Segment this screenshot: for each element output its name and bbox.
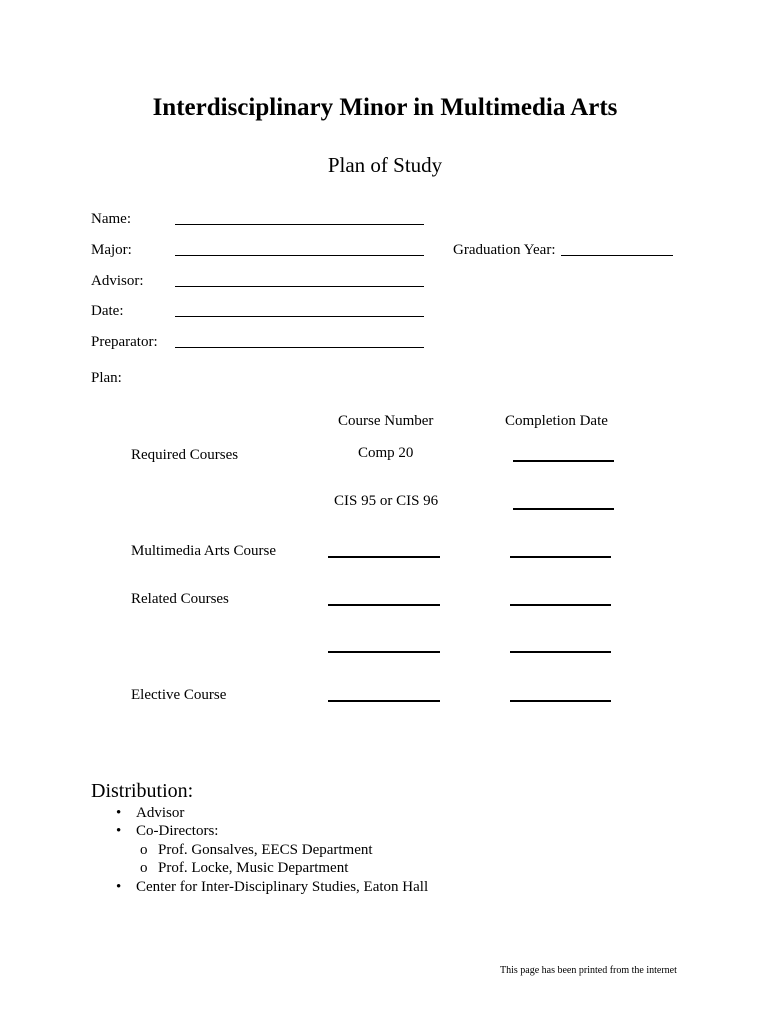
course-comp-20: Comp 20	[358, 445, 414, 461]
course-number-line-5[interactable]	[328, 651, 440, 653]
completion-date-line-4[interactable]	[510, 604, 611, 606]
preparator-label: Preparator:	[91, 334, 158, 350]
footer-note: This page has been printed from the internet	[500, 965, 677, 976]
document-title: Interdisciplinary Minor in Multimedia Arts	[152, 94, 618, 121]
completion-date-line-6[interactable]	[510, 700, 611, 702]
distribution-subitem-gonsalves: Prof. Gonsalves, EECS Department	[158, 842, 373, 858]
completion-date-line-1[interactable]	[513, 460, 614, 462]
sub-bullet-icon: o	[140, 842, 148, 858]
date-label: Date:	[91, 303, 124, 319]
course-cis-95-or-96: CIS 95 or CIS 96	[334, 493, 439, 509]
row-label-elective-course: Elective Course	[131, 687, 227, 703]
course-number-line-3[interactable]	[328, 556, 440, 558]
bullet-icon: •	[116, 805, 122, 821]
distribution-subitem-locke: Prof. Locke, Music Department	[158, 860, 349, 876]
plan-label: Plan:	[91, 370, 122, 386]
completion-date-line-5[interactable]	[510, 651, 611, 653]
graduation-year-label: Graduation Year:	[453, 242, 556, 258]
advisor-label: Advisor:	[91, 273, 144, 289]
completion-date-line-2[interactable]	[513, 508, 614, 510]
name-line[interactable]	[175, 224, 424, 225]
course-number-line-6[interactable]	[328, 700, 440, 702]
row-label-required-courses: Required Courses	[131, 447, 239, 463]
preparator-line[interactable]	[175, 347, 424, 348]
row-label-multimedia-arts-course: Multimedia Arts Course	[131, 543, 276, 559]
course-number-header: Course Number	[338, 413, 434, 429]
bullet-icon: •	[116, 879, 122, 895]
major-label: Major:	[91, 242, 132, 258]
completion-date-header: Completion Date	[505, 413, 608, 429]
distribution-item-advisor: Advisor	[136, 805, 185, 821]
distribution-item-co-directors: Co-Directors:	[136, 823, 219, 839]
distribution-title: Distribution:	[91, 780, 194, 802]
major-line[interactable]	[175, 255, 424, 256]
document-subtitle: Plan of Study	[327, 153, 443, 177]
date-line[interactable]	[175, 316, 424, 317]
graduation-year-line[interactable]	[561, 255, 673, 256]
distribution-item-center: Center for Inter-Disciplinary Studies, Eaton Hall	[136, 879, 429, 895]
bullet-icon: •	[116, 823, 122, 839]
advisor-line[interactable]	[175, 286, 424, 287]
sub-bullet-icon: o	[140, 860, 148, 876]
course-number-line-4[interactable]	[328, 604, 440, 606]
name-label: Name:	[91, 211, 131, 227]
row-label-related-courses: Related Courses	[131, 591, 229, 607]
completion-date-line-3[interactable]	[510, 556, 611, 558]
